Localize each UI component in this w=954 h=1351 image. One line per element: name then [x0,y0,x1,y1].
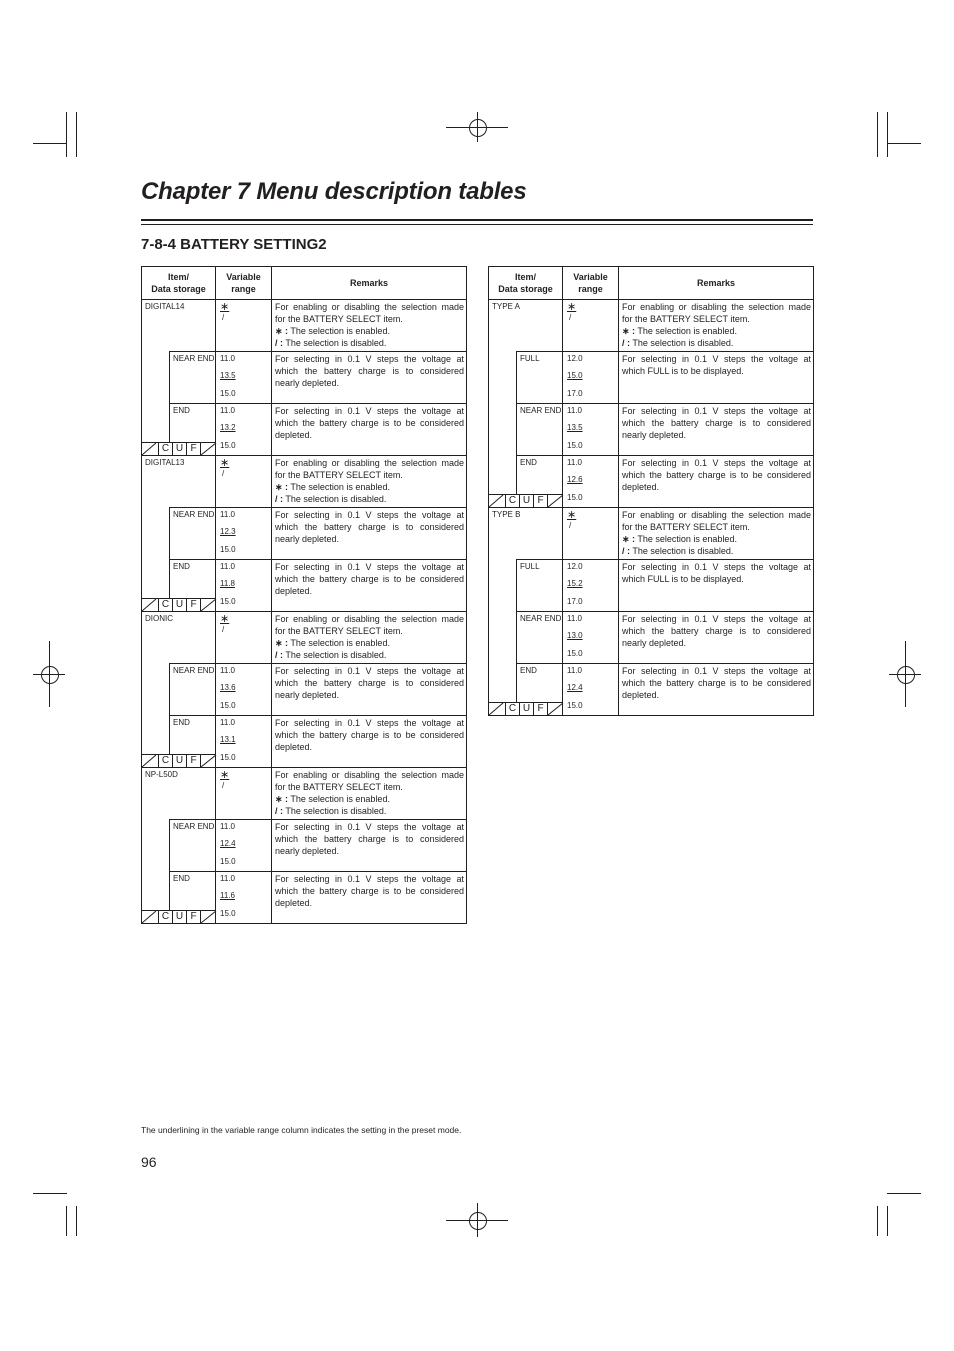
remarks-select [272,300,467,352]
header-remarks: Remarks [619,267,814,300]
remarks-text: For enabling or disabling the selection made for the BATTERY SELECT item. [622,510,811,532]
range-select [563,508,619,560]
range-values [563,612,619,664]
range-values [216,664,272,716]
range-select [563,300,619,352]
table-row [142,404,467,456]
max-value: 17.0 [567,389,583,398]
disabled-label: / : [275,650,283,660]
preset-value: 12.4 [567,683,583,692]
min-value: 11.0 [220,666,235,675]
sub-item-near_end: NEAR END [170,664,216,716]
remarks-select [619,508,814,560]
cuf-u: U [172,911,186,923]
max-value: 15.0 [220,909,236,918]
diagonal-slash-icon [200,911,217,923]
disabled-text: The selection is disabled. [283,650,387,660]
diagonal-slash-icon [200,443,217,455]
indent-cell [142,508,170,560]
battery-table-right [488,266,814,716]
range-values [216,352,272,404]
indent-cell [489,404,517,456]
table-row [489,664,814,716]
chapter-title: Chapter 7 Menu description tables [141,178,527,205]
remarks-full: For selecting in 0.1 V steps the voltage at which FULL is to be displayed. [619,352,814,404]
table-row [489,352,814,404]
cuf-indicator [142,442,216,455]
sub-item-full: FULL [517,560,563,612]
min-value: 11.0 [567,666,582,675]
table-row [142,612,467,664]
item-name: DIGITAL14 [142,300,216,352]
header-range-line: Variable [573,272,608,282]
disabled-label: / : [622,546,630,556]
preset-value: 11.8 [220,579,235,588]
cuf-u: U [519,495,533,507]
enabled-text: The selection is enabled. [288,326,390,336]
max-value: 15.0 [567,649,583,658]
table-row [142,820,467,872]
header-item [489,267,563,300]
max-value: 15.0 [220,545,236,554]
header-item [142,267,216,300]
slash-icon: / [569,521,572,530]
sub-item-near_end: NEAR END [517,612,563,664]
range-values [563,404,619,456]
remarks-full: For selecting in 0.1 V steps the voltage at which FULL is to be displayed. [619,560,814,612]
sub-item-end: END [170,872,216,924]
page-number: 96 [141,1154,157,1170]
indent-cell [142,664,170,716]
min-value: 11.0 [220,718,235,727]
table-row [142,664,467,716]
range-values [216,404,272,456]
preset-value: 13.0 [567,631,583,640]
diagonal-slash-icon [547,703,564,715]
item-name: NP-L50D [142,768,216,820]
range-select [216,300,272,352]
cuf-u: U [172,443,186,455]
remarks-near_end: For selecting in 0.1 V steps the voltage at which the battery charge is to considered nearly depleted. [272,352,467,404]
max-value: 15.0 [220,857,236,866]
range-values [563,664,619,716]
disabled-text: The selection is disabled. [630,338,734,348]
enabled-text: The selection is enabled. [288,638,390,648]
item-name: TYPE B [489,508,563,560]
table-row [142,768,467,820]
range-values [563,352,619,404]
table-row [142,352,467,404]
cuf-c: C [158,911,172,923]
remarks-select [619,300,814,352]
remarks-text: For enabling or disabling the selection made for the BATTERY SELECT item. [275,302,464,324]
table-row [142,300,467,352]
enabled-label: ∗ : [275,326,289,336]
table-row [489,612,814,664]
cuf-f: F [533,495,547,507]
indent-cell [489,352,517,404]
table-row [142,508,467,560]
min-value: 12.0 [567,354,583,363]
preset-value: 12.6 [567,475,583,484]
item-name: DIGITAL13 [142,456,216,508]
max-value: 15.0 [567,441,583,450]
header-variable-range [563,267,619,300]
indent-cell [489,612,517,664]
sub-item-near_end: NEAR END [170,352,216,404]
asterisk-icon: ∗ [220,769,230,781]
slash-icon: / [222,781,225,790]
range-values [563,560,619,612]
max-value: 15.0 [220,701,236,710]
section-title: 7-8-4 BATTERY SETTING2 [141,236,327,253]
range-select [216,456,272,508]
item-name: TYPE A [489,300,563,352]
preset-value: 15.0 [567,371,583,380]
enabled-text: The selection is enabled. [288,794,390,804]
remarks-text: For enabling or disabling the selection made for the BATTERY SELECT item. [275,458,464,480]
min-value: 11.0 [220,510,235,519]
header-remarks: Remarks [272,267,467,300]
enabled-text: The selection is enabled. [288,482,390,492]
preset-value: 11.6 [220,891,235,900]
cuf-u: U [172,755,186,767]
cuf-indicator [489,702,563,715]
table-row [489,300,814,352]
min-value: 11.0 [220,822,235,831]
max-value: 15.0 [220,753,236,762]
remarks-select [272,612,467,664]
sub-item-near_end: NEAR END [170,508,216,560]
diagonal-slash-icon [547,495,564,507]
enabled-label: ∗ : [275,638,289,648]
asterisk-icon: ∗ [567,509,577,521]
disabled-label: / : [275,806,283,816]
range-values [216,560,272,612]
enabled-text: The selection is enabled. [635,534,737,544]
max-value: 15.0 [567,701,583,710]
table-row [142,872,467,924]
sub-item-end: END [517,664,563,716]
asterisk-icon: ∗ [220,613,230,625]
remarks-text: For enabling or disabling the selection made for the BATTERY SELECT item. [275,770,464,792]
remarks-near_end: For selecting in 0.1 V steps the voltage at which the battery charge is to considered nearly depleted. [272,820,467,872]
indent-cell [142,820,170,872]
range-values [216,872,272,924]
remarks-near_end: For selecting in 0.1 V steps the voltage at which the battery charge is to considered nearly depleted. [619,404,814,456]
disabled-text: The selection is disabled. [283,806,387,816]
table-row [489,560,814,612]
header-item-line: Item/ [167,272,189,282]
table-row [489,404,814,456]
title-rule-thin [141,224,813,225]
cuf-f: F [533,703,547,715]
cuf-f: F [186,911,200,923]
preset-value: 12.4 [220,839,236,848]
table-row [142,456,467,508]
sub-item-full: FULL [517,352,563,404]
min-value: 11.0 [567,406,582,415]
disabled-text: The selection is disabled. [283,338,387,348]
sub-item-near_end: NEAR END [517,404,563,456]
remarks-text: For enabling or disabling the selection made for the BATTERY SELECT item. [275,614,464,636]
range-values [563,456,619,508]
cuf-c: C [158,755,172,767]
header-range-line: range [578,284,603,294]
min-value: 11.0 [220,874,235,883]
min-value: 11.0 [567,458,582,467]
remarks-select [272,456,467,508]
remarks-end: For selecting in 0.1 V steps the voltage at which the battery charge is to be considered depleted. [272,560,467,612]
preset-value: 13.6 [220,683,236,692]
header-range-line: range [231,284,256,294]
asterisk-icon: ∗ [567,301,577,313]
asterisk-icon: ∗ [220,301,230,313]
max-value: 17.0 [567,597,583,606]
remarks-near_end: For selecting in 0.1 V steps the voltage at which the battery charge is to considered nearly depleted. [619,612,814,664]
slash-icon: / [222,625,225,634]
preset-value: 13.2 [220,423,236,432]
range-select [216,612,272,664]
header-range-line: Variable [226,272,261,282]
table-row [142,716,467,768]
min-value: 11.0 [567,614,582,623]
disabled-text: The selection is disabled. [283,494,387,504]
table-row [489,456,814,508]
enabled-label: ∗ : [622,326,636,336]
header-variable-range [216,267,272,300]
slash-icon: / [569,313,572,322]
range-values [216,716,272,768]
asterisk-icon: ∗ [220,457,230,469]
cuf-u: U [519,703,533,715]
sub-item-end: END [517,456,563,508]
cuf-f: F [186,443,200,455]
remarks-end: For selecting in 0.1 V steps the voltage at which the battery charge is to be considered depleted. [619,664,814,716]
indent-cell [489,560,517,612]
max-value: 15.0 [567,493,583,502]
cuf-c: C [158,599,172,611]
header-item-line: Data storage [151,284,206,294]
footnote: The underlining in the variable range column indicates the setting in the preset mode. [141,1125,462,1135]
remarks-end: For selecting in 0.1 V steps the voltage at which the battery charge is to be considered depleted. [272,716,467,768]
cuf-indicator [489,494,563,507]
remarks-end: For selecting in 0.1 V steps the voltage at which the battery charge is to be considered depleted. [272,872,467,924]
remarks-select [272,768,467,820]
enabled-label: ∗ : [275,482,289,492]
enabled-label: ∗ : [622,534,636,544]
range-select [216,768,272,820]
min-value: 12.0 [567,562,583,571]
sub-item-end: END [170,716,216,768]
title-rule [141,219,813,221]
preset-value: 12.3 [220,527,236,536]
remarks-text: For enabling or disabling the selection made for the BATTERY SELECT item. [622,302,811,324]
item-name: DIONIC [142,612,216,664]
cuf-c: C [505,703,519,715]
cuf-indicator [142,598,216,611]
disabled-label: / : [275,338,283,348]
disabled-label: / : [275,494,283,504]
disabled-label: / : [622,338,630,348]
slash-icon: / [222,313,225,322]
remarks-end: For selecting in 0.1 V steps the voltage at which the battery charge is to be considered depleted. [619,456,814,508]
cuf-indicator [142,754,216,767]
enabled-label: ∗ : [275,794,289,804]
cuf-f: F [186,599,200,611]
max-value: 15.0 [220,441,236,450]
preset-value: 13.5 [567,423,583,432]
cuf-indicator [142,910,216,923]
cuf-c: C [158,443,172,455]
indent-cell [142,352,170,404]
table-row [489,508,814,560]
disabled-text: The selection is disabled. [630,546,734,556]
min-value: 11.0 [220,406,235,415]
sub-item-end: END [170,560,216,612]
diagonal-slash-icon [200,755,217,767]
slash-icon: / [222,469,225,478]
remarks-end: For selecting in 0.1 V steps the voltage at which the battery charge is to be considered depleted. [272,404,467,456]
preset-value: 13.1 [220,735,236,744]
min-value: 11.0 [220,562,235,571]
enabled-text: The selection is enabled. [635,326,737,336]
header-item-line: Item/ [514,272,536,282]
min-value: 11.0 [220,354,235,363]
preset-value: 15.2 [567,579,583,588]
cuf-u: U [172,599,186,611]
remarks-near_end: For selecting in 0.1 V steps the voltage at which the battery charge is to considered nearly depleted. [272,508,467,560]
max-value: 15.0 [220,597,236,606]
remarks-near_end: For selecting in 0.1 V steps the voltage at which the battery charge is to considered nearly depleted. [272,664,467,716]
sub-item-end: END [170,404,216,456]
diagonal-slash-icon [200,599,217,611]
battery-table-left [141,266,467,924]
range-values [216,820,272,872]
sub-item-near_end: NEAR END [170,820,216,872]
table-row [142,560,467,612]
header-item-line: Data storage [498,284,553,294]
preset-value: 13.5 [220,371,236,380]
cuf-c: C [505,495,519,507]
max-value: 15.0 [220,389,236,398]
range-values [216,508,272,560]
cuf-f: F [186,755,200,767]
